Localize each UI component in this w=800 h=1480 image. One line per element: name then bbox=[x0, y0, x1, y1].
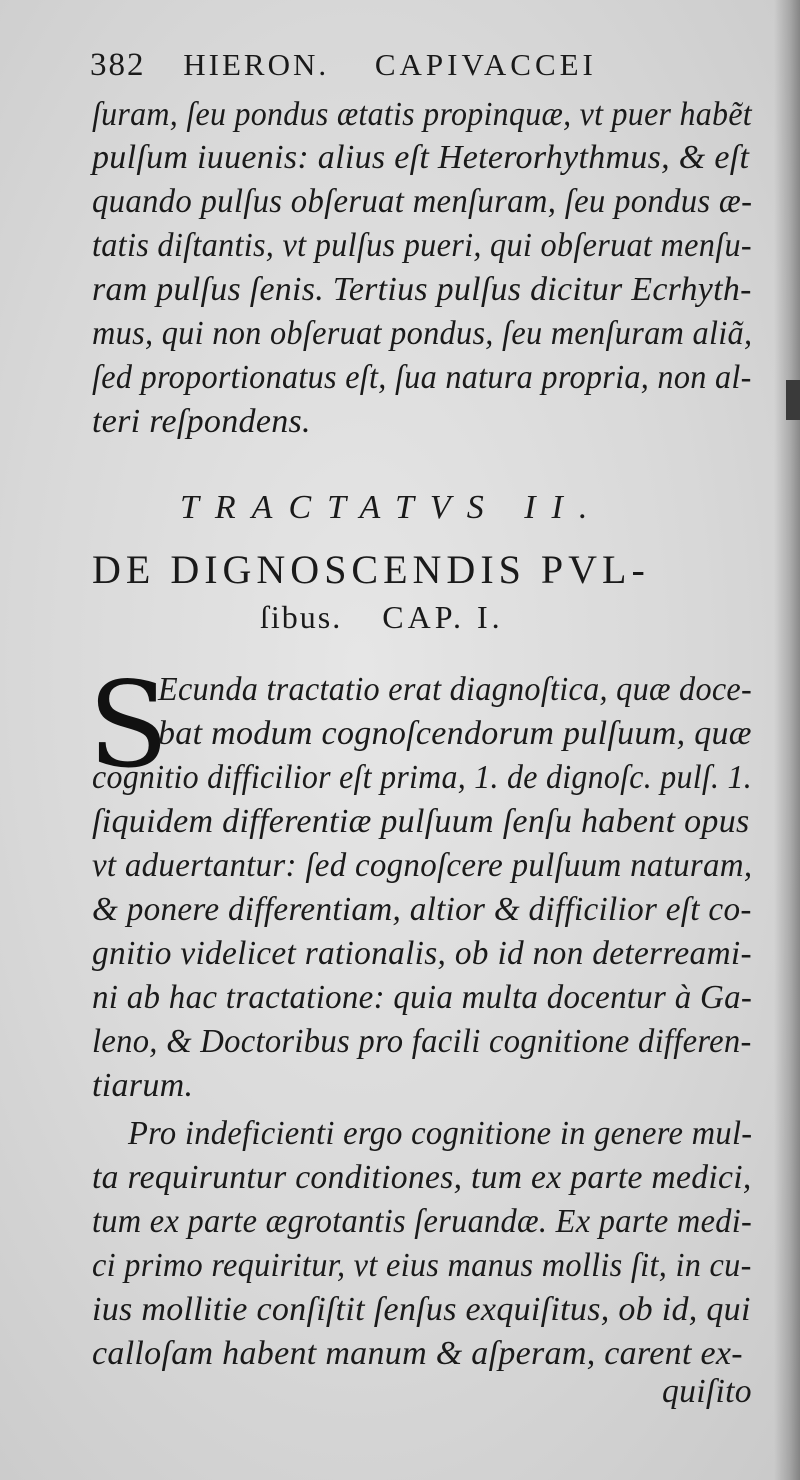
page-edge-shadow bbox=[774, 0, 800, 1480]
text-line: tatis diſtantis, vt pulſus pueri, qui obſeruat menſu- bbox=[92, 227, 752, 264]
page-number: 382 bbox=[90, 47, 146, 83]
tractatus-title: TRACTATVS II. bbox=[180, 489, 604, 526]
chapter-number: CAP. I. bbox=[382, 599, 504, 635]
text-line: ta requiruntur conditiones, tum ex parte medici, bbox=[92, 1159, 752, 1196]
text-line: pulſum iuuenis: alius eſt Heterorhythmus, & eſt bbox=[92, 139, 750, 176]
text-line: teri reſpondens. bbox=[92, 403, 311, 440]
text-line: ſed proportionatus eſt, ſua natura propria, non al- bbox=[92, 359, 752, 396]
text-line: bat modum cognoſcendorum pulſuum, quæ bbox=[158, 715, 752, 752]
text-line: & ponere differentiam, altior & difficilior eſt co- bbox=[92, 891, 752, 928]
text-line: ius mollitie conſiſtit ſenſus exquiſitus, ob id, qui bbox=[92, 1291, 751, 1328]
author-first-name: HIERON. bbox=[183, 47, 330, 82]
text-line: vt aduertantur: ſed cognoſcere pulſuum naturam, bbox=[92, 847, 753, 884]
text-line: calloſam habent manum & aſperam, carent ex- bbox=[92, 1335, 743, 1372]
text-line: ci primo requiritur, vt eius manus mollis ſit, in cu- bbox=[92, 1247, 752, 1284]
running-header bbox=[90, 46, 597, 84]
chapter-heading-continued bbox=[260, 596, 504, 638]
text-line: Pro indeficienti ergo cognitione in genere mul- bbox=[128, 1115, 753, 1152]
text-line: mus, qui non obſeruat pondus, ſeu menſuram aliã, bbox=[92, 315, 753, 352]
text-line: quando pulſus obſeruat menſuram, ſeu pondus æ- bbox=[92, 183, 753, 220]
catchword: quiſito bbox=[662, 1373, 752, 1410]
author-last-name: CAPIVACCEI bbox=[374, 47, 597, 82]
page-edge-mark bbox=[786, 380, 800, 420]
text-line: tiarum. bbox=[92, 1067, 194, 1104]
text-line: ram pulſus ſenis. Tertius pulſus dicitur Ecrhyth- bbox=[92, 271, 752, 308]
text-line: gnitio videlicet rationalis, ob id non deterreami- bbox=[92, 935, 752, 972]
drop-capital: S bbox=[88, 656, 169, 794]
text-line: cognitio difficilior eſt prima, 1. de dignoſc. pulſ. 1. bbox=[92, 759, 753, 796]
text-line: Ecunda tractatio erat diagnoſtica, quæ doce- bbox=[158, 671, 753, 708]
heading-word: ſibus. bbox=[260, 599, 343, 635]
text-line: ni ab hac tractatione: quia multa docentur à Ga- bbox=[92, 979, 753, 1016]
chapter-heading: DE DIGNOSCENDIS PVL- bbox=[92, 547, 650, 592]
text-line: tum ex parte ægrotantis ſeruandæ. Ex parte medi- bbox=[92, 1203, 753, 1240]
text-line: ſiquidem differentiæ pulſuum ſenſu habent opus bbox=[92, 803, 750, 840]
text-line: ſuram, ſeu pondus ætatis propinquæ, vt puer habẽt bbox=[92, 96, 752, 133]
text-line: leno, & Doctoribus pro facili cognitione differen- bbox=[92, 1023, 752, 1060]
